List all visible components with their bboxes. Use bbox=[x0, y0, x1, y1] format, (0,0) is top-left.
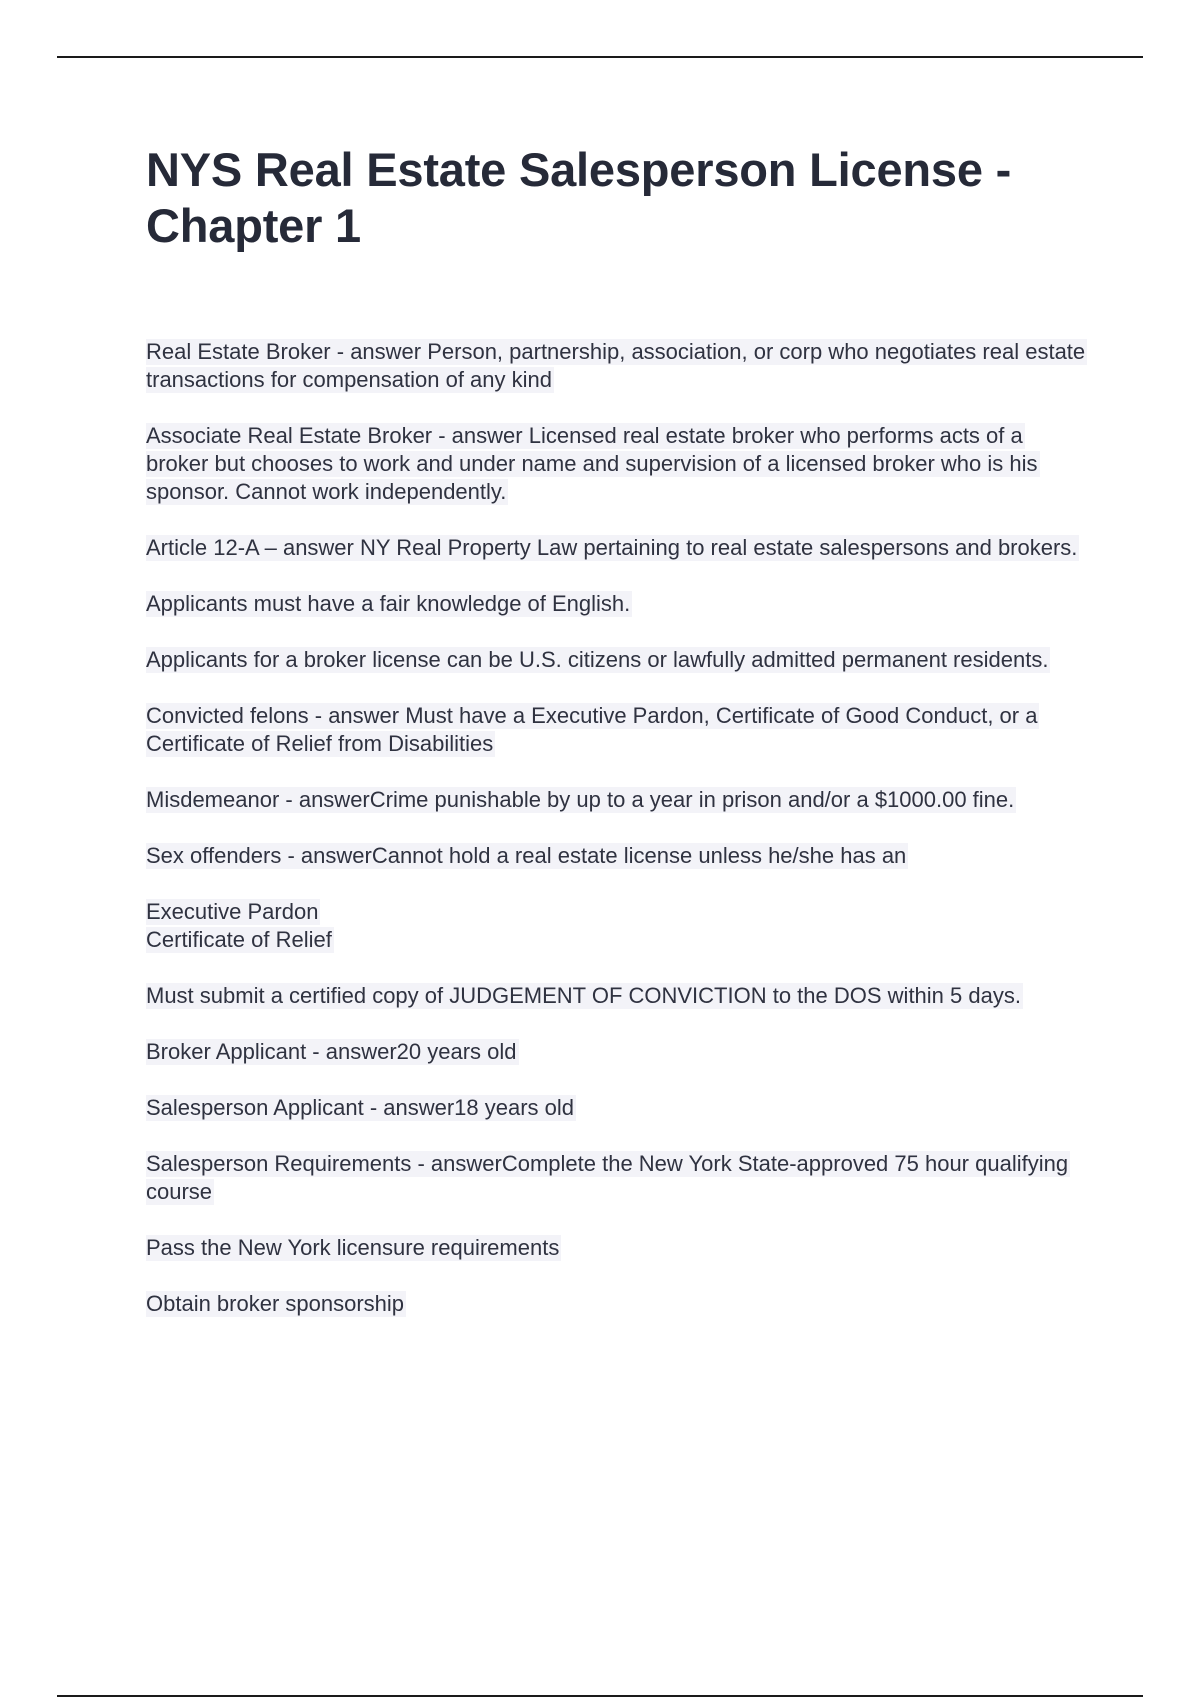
bottom-rule bbox=[57, 1695, 1143, 1697]
entry-text: Convicted felons - answer Must have a Executive Pardon, Certificate of Good Conduct, or a Certificate of Relief from Disabilities bbox=[146, 703, 1038, 756]
entry-broker-applicant bbox=[146, 1038, 1086, 1066]
entry-text: Salesperson Requirements - answerComplete the New York State-approved 75 hour qualifying course bbox=[146, 1151, 1069, 1204]
entry-associate-broker bbox=[146, 422, 1086, 506]
entry-article-12a bbox=[146, 534, 1086, 562]
entry-judgement bbox=[146, 982, 1086, 1010]
entry-real-estate-broker bbox=[146, 338, 1086, 394]
entry-text: Misdemeanor - answerCrime punishable by up to a year in prison and/or a $1000.00 fine. bbox=[146, 787, 1015, 812]
entry-salesperson-requirements bbox=[146, 1150, 1086, 1206]
top-rule bbox=[57, 56, 1143, 58]
entry-text: Broker Applicant - answer20 years old bbox=[146, 1039, 517, 1064]
document-body bbox=[146, 142, 1086, 1346]
entry-text: Certificate of Relief bbox=[146, 927, 332, 952]
entry-text: Real Estate Broker - answer Person, partnership, association, or corp who negotiates real estate transactions for compensation of any kind bbox=[146, 339, 1086, 392]
flashcard-list bbox=[146, 338, 1086, 1318]
entry-text: Must submit a certified copy of JUDGEMENT OF CONVICTION to the DOS within 5 days. bbox=[146, 983, 1021, 1008]
entry-pass-licensure bbox=[146, 1234, 1086, 1262]
entry-text: Salesperson Applicant - answer18 years old bbox=[146, 1095, 575, 1120]
entry-text: Obtain broker sponsorship bbox=[146, 1291, 405, 1316]
entry-pardon-relief bbox=[146, 898, 1086, 954]
entry-citizenship bbox=[146, 646, 1086, 674]
entry-text: Article 12-A – answer NY Real Property Law pertaining to real estate salespersons and brokers. bbox=[146, 535, 1078, 560]
entry-text: Applicants must have a fair knowledge of English. bbox=[146, 591, 631, 616]
page-title: NYS Real Estate Salesperson License - Chapter 1 bbox=[146, 143, 1012, 252]
entry-text: Executive Pardon bbox=[146, 899, 319, 924]
entry-text: Pass the New York licensure requirements bbox=[146, 1235, 560, 1260]
entry-text: Associate Real Estate Broker - answer Licensed real estate broker who performs acts of a broker but chooses to work and under name and supervision of a licensed broker who is his sponsor. Cannot work independently. bbox=[146, 423, 1038, 504]
entry-convicted-felons bbox=[146, 702, 1086, 758]
entry-broker-sponsorship bbox=[146, 1290, 1086, 1318]
entry-sex-offenders bbox=[146, 842, 1086, 870]
entry-salesperson-applicant bbox=[146, 1094, 1086, 1122]
entry-text: Applicants for a broker license can be U.S. citizens or lawfully admitted permanent residents. bbox=[146, 647, 1049, 672]
entry-misdemeanor bbox=[146, 786, 1086, 814]
entry-text: Sex offenders - answerCannot hold a real estate license unless he/she has an bbox=[146, 843, 907, 868]
entry-english bbox=[146, 590, 1086, 618]
